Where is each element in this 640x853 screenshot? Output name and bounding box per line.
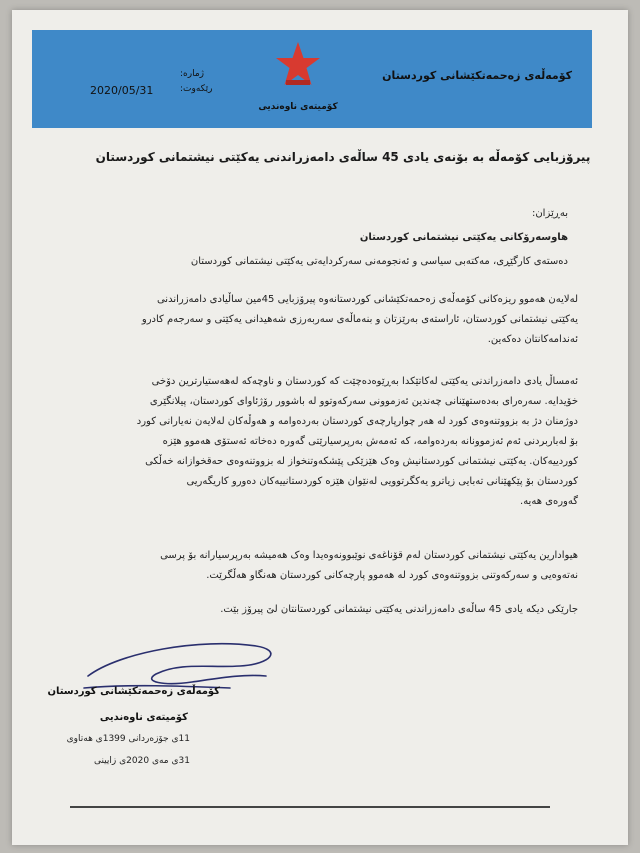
- paragraph-line: لەلایەن هەموو ریزەکانی کۆمەڵەی زەحمەتکێشانی کوردستانەوە پیرۆزبایی 45مین ساڵیادی دامەزراندنی: [156, 294, 578, 305]
- paragraph-line: کوردییەکان. یەکێتی نیشتمانی کوردستانیش وەک هێزێکی پێشکەوتنخواز لە بزووتنەوەی حەقخوازانە خەڵکی: [145, 456, 578, 467]
- paragraph-line: کوردستان بۆ پێکهێنانی تەبایی زیاترو یەکگرتوویی لەنێوان هێزە کوردستانییەکان دەورو کاریگەریی: [186, 476, 578, 487]
- paragraph-3: [68, 546, 578, 586]
- date-label: رێکەوت:: [180, 84, 213, 94]
- logo-caption: کۆمیتەی ناوەندیی: [258, 102, 338, 112]
- recipient-line-2: دەستەی کارگێڕی، مەکتەبی سیاسی و ئەنجومەنی سەرکردایەتی یەکێتی نیشتمانی کوردستان: [190, 256, 568, 267]
- red-star-logo-icon: [272, 40, 324, 90]
- paragraph-line: نەتەوەیی و سەرکەوتنی بزووتنەوەی کورد لە هەموو پارچەکانی کوردستان هەنگاو هەڵگرێت.: [206, 570, 578, 581]
- signature-date-gregorian: 31ی مەی 2020ی زایینی: [93, 756, 190, 766]
- date-value: 2020/05/31: [90, 84, 154, 97]
- signature-org-name: کۆمەڵەی زەحمەتکێشانی کوردستان: [47, 686, 220, 697]
- reference-number-label: ژمارە:: [180, 69, 205, 79]
- paragraph-line: ئەمساڵ یادی دامەزراندنی یەکێتی لەکاتێکدا بەڕێوەدەچێت کە کوردستان و ناوچەکە لەهەستیارترین دۆخی: [151, 376, 578, 387]
- paragraph-line: خۆیدایە. سەرەرای بەدەستهێنانی چەندین ئەزموونی سەرکەوتوو لە باشوور رۆژئاوای کوردستان، پیلانگێری: [149, 396, 578, 407]
- paragraph-line: دوژمنان دژ بە بزووتنەوەی کورد لە هەر چوارپارچەی کوردستان بەردەوامە و هەوڵەکان لەلایەن نەیارانی کورد: [136, 416, 578, 427]
- salutation: بەڕێزان:: [531, 208, 568, 219]
- paragraph-line: هیوادارین یەکێتی نیشتمانی کوردستان لەم قۆناغەی نوێبوونەوەیدا وەک هەمیشە بەرپرسیارانە بۆ پرسی: [160, 550, 578, 561]
- paragraph-line: یەکێتی نیشتمانی کوردستان، ئاراستەی بەرێزتان و بنەماڵەی سەربەرزی شەهیدانی یەکێتی و سەرجەم کادرو: [141, 314, 578, 325]
- signature-date-kurdish: 11ی جۆزەردانی 1399ی هەتاوی: [66, 734, 190, 744]
- paragraph-line: بۆ لەباربردنی ئەم ئەزموونانە بەردەوامە، کە ئەمەش بەرپرسیارێتی گەورە دەخاتە ئەستۆی هەموو هێزە: [162, 436, 578, 447]
- letter-title: پیرۆزبایی کۆمەڵە بە بۆنەی یادی 45 ساڵەی دامەزراندنی یەکێتی نیشتمانی کوردستان: [95, 150, 591, 164]
- letterhead: [32, 30, 592, 128]
- paragraph-2: [68, 372, 578, 512]
- paragraph-line: جارێکی دیکە یادی 45 ساڵەی دامەزراندنی یەکێتی نیشتمانی کوردستانتان لێ پیرۆز بێت.: [220, 604, 578, 615]
- paragraph-line: گەورەی هەیە.: [520, 496, 578, 507]
- recipient-line-1: هاوسەرۆکانی یەکێتی نیشتمانی کوردستان: [359, 232, 568, 243]
- closing-line: [68, 600, 578, 620]
- footer-divider: [70, 806, 550, 808]
- signature-committee: کۆمیتەی ناوەندیی: [99, 712, 188, 723]
- letterhead-org-name: کۆمەڵەی زەحمەتکێشانی کوردستان: [382, 69, 572, 82]
- paragraph-line: ئەندامەکانتان دەکەین.: [487, 334, 578, 345]
- paragraph-1: [68, 290, 578, 350]
